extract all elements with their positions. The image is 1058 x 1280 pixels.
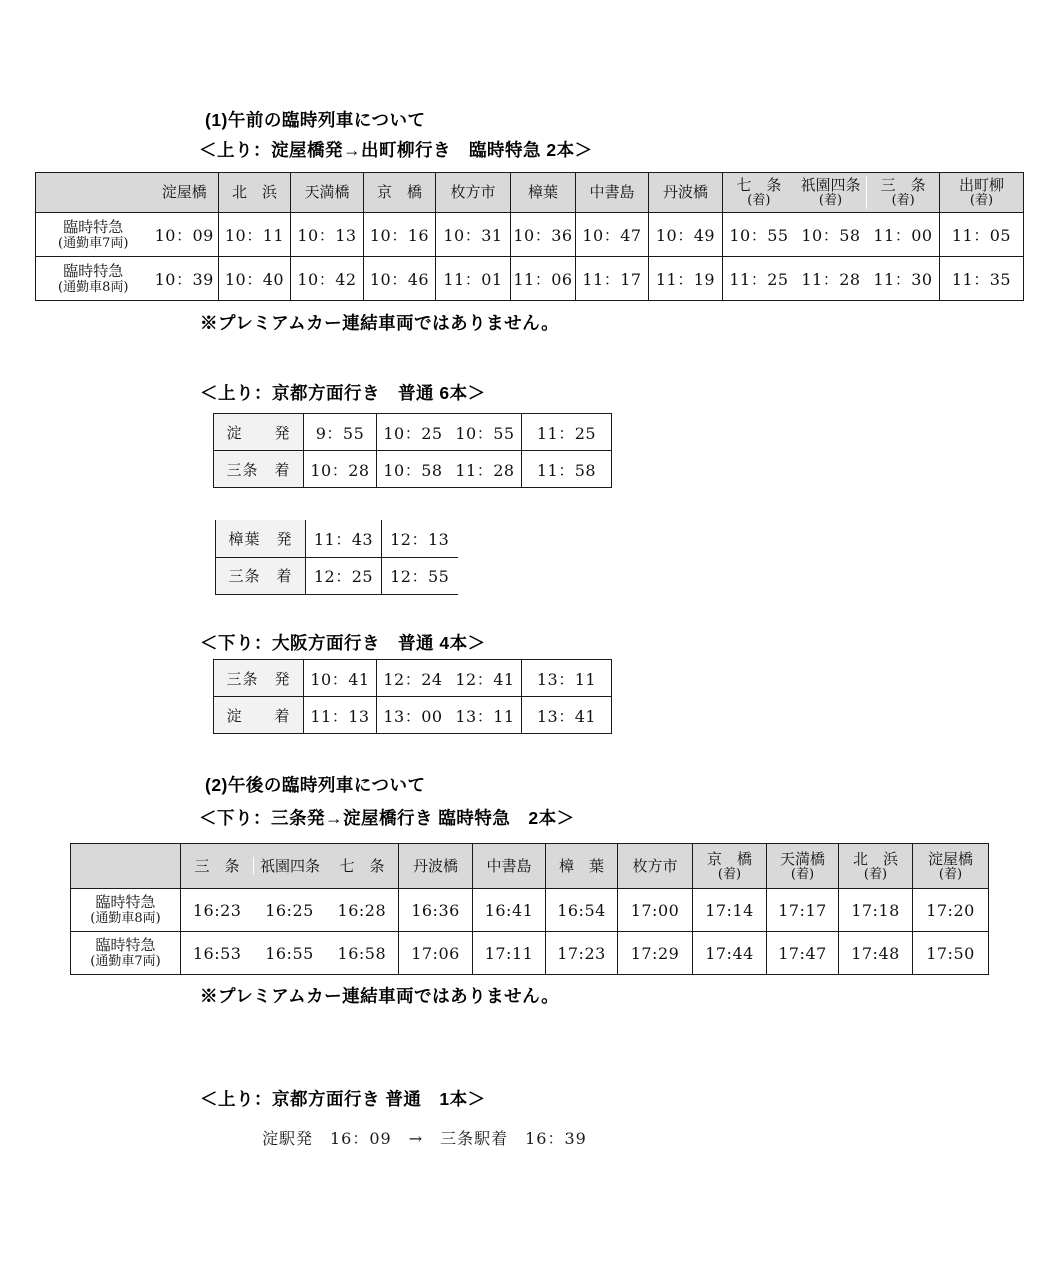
am-section-subtitle: ＜上り：淀屋橋発→出町柳行き 臨時特急 2本＞ <box>199 140 593 160</box>
station-label-cell: 三条 発 <box>214 660 304 697</box>
time-cell: 10：58 <box>383 460 443 480</box>
kyoto-local-1-detail: 淀駅発 16：09 → 三条駅着 16：39 <box>262 1129 587 1148</box>
kyoto-local-1-title: ＜上り：京都方面行き 普通 1本＞ <box>200 1089 486 1109</box>
afternoon-train-row-1 <box>71 889 989 932</box>
time-cell: 11：28 <box>801 270 861 289</box>
time-cell: 16:36 <box>399 889 473 932</box>
time-cell: 17:44 <box>693 932 767 975</box>
departure-stations-group-header <box>181 844 399 889</box>
time-cell: 13：41 <box>522 697 612 734</box>
premium-car-note: ※プレミアムカー連結車両ではありません。 <box>200 986 560 1006</box>
sanjo-departure-row <box>214 660 612 697</box>
arrival-mark: (着) <box>747 193 771 209</box>
time-cell: 11：06 <box>511 257 576 301</box>
train-type-cell: 臨時特急 (通勤車7両) <box>36 213 151 257</box>
yodo-local-table <box>213 413 612 488</box>
time-cell: 16:58 <box>337 943 387 963</box>
kuzuha-local-table <box>215 520 458 595</box>
morning-train-row-2 <box>36 257 1024 301</box>
corner-cell <box>71 844 181 889</box>
afternoon-limited-express-table <box>70 843 989 975</box>
station-header-cell: 三 条 <box>194 857 240 875</box>
time-cell: 11：00 <box>873 226 933 245</box>
corner-cell <box>36 173 151 213</box>
train-type-cell: 臨時特急 (通勤車8両) <box>36 257 151 301</box>
station-header-cell: 丹波橋 <box>649 173 723 213</box>
station-header-cell: 三 条 (着) <box>866 176 939 208</box>
arrival-mark: (着) <box>969 193 994 209</box>
am-section-title: (1)午前の臨時列車について <box>205 110 426 130</box>
time-cell: 10：16 <box>364 213 436 257</box>
arrival-mark: (着) <box>938 866 963 882</box>
time-cell: 16:41 <box>473 889 546 932</box>
time-cell: 17:48 <box>839 932 913 975</box>
time-cell: 10：55 <box>455 423 515 443</box>
time-cell: 17:11 <box>473 932 546 975</box>
time-cell: 17:29 <box>618 932 693 975</box>
time-cell: 11：05 <box>940 213 1024 257</box>
station-header-cell: 祇園四条 <box>253 857 326 875</box>
time-cell: 11：35 <box>940 257 1024 301</box>
time-cell: 17:23 <box>546 932 618 975</box>
station-header-cell: 樟葉 <box>511 173 576 213</box>
time-cell: 10：36 <box>511 213 576 257</box>
time-cell: 11：28 <box>455 460 515 480</box>
station-label-cell: 淀 着 <box>214 697 304 734</box>
station-header-cell: 淀屋橋 <box>151 173 219 213</box>
times-group-cell <box>377 451 522 488</box>
station-header-cell: 出町柳 (着) <box>940 173 1024 213</box>
time-cell: 11：30 <box>873 270 933 289</box>
time-cell: 17:14 <box>693 889 767 932</box>
time-cell: 13：00 <box>383 706 443 726</box>
times-group-cell <box>377 697 522 734</box>
time-cell: 10：39 <box>151 257 219 301</box>
arrival-times-group-cell <box>723 213 940 257</box>
time-cell: 16:53 <box>192 943 242 963</box>
afternoon-train-row-2 <box>71 932 989 975</box>
station-header-cell: 七 条 <box>339 857 385 875</box>
station-header-cell: 中書島 <box>473 844 546 889</box>
time-cell: 11：58 <box>522 451 612 488</box>
arrival-times-group-cell <box>723 257 940 301</box>
afternoon-header-row <box>71 844 989 889</box>
station-header-cell: 北 浜 <box>219 173 291 213</box>
time-cell: 10：46 <box>364 257 436 301</box>
times-group-cell <box>377 660 522 697</box>
kyoto-local-6-title: ＜上り：京都方面行き 普通 6本＞ <box>200 383 486 403</box>
time-cell: 9：55 <box>304 414 377 451</box>
time-cell: 10：47 <box>576 213 649 257</box>
kuzuha-departure-row <box>216 520 458 557</box>
time-cell: 10：11 <box>219 213 291 257</box>
time-cell: 11：13 <box>304 697 377 734</box>
time-cell: 10：49 <box>649 213 723 257</box>
time-cell: 12：24 <box>383 669 443 689</box>
sanjo-arrival-row <box>216 557 458 594</box>
time-cell: 17:47 <box>767 932 839 975</box>
departure-times-group-cell <box>181 932 399 975</box>
time-cell: 11：19 <box>649 257 723 301</box>
time-cell: 11：43 <box>306 520 382 557</box>
train-type-cell: 臨時特急 (通勤車7両) <box>71 932 181 975</box>
station-label-cell: 三条 着 <box>216 557 306 594</box>
departure-times-group-cell <box>181 889 399 932</box>
arrival-stations-group-header <box>723 173 940 213</box>
time-cell: 10：40 <box>219 257 291 301</box>
time-cell: 17:18 <box>839 889 913 932</box>
time-cell: 11：17 <box>576 257 649 301</box>
time-cell: 11：25 <box>729 270 789 289</box>
arrival-mark: (着) <box>863 866 888 882</box>
time-cell: 13：11 <box>522 660 612 697</box>
time-cell: 16:28 <box>337 900 387 920</box>
time-cell: 16:23 <box>192 900 242 920</box>
time-cell: 10：28 <box>304 451 377 488</box>
time-cell: 10：58 <box>801 226 861 245</box>
sanjo-local-table <box>213 659 612 734</box>
station-header-cell: 北 浜 (着) <box>839 844 913 889</box>
yodo-departure-row <box>214 414 612 451</box>
morning-limited-express-table <box>35 172 1024 301</box>
station-header-cell: 天満橋 (着) <box>767 844 839 889</box>
time-cell: 13：11 <box>455 706 515 726</box>
pm-section-subtitle: ＜下り：三条発→淀屋橋行き 臨時特急 2本＞ <box>199 808 575 828</box>
station-label-cell: 樟葉 発 <box>216 520 306 557</box>
sanjo-arrival-row <box>214 451 612 488</box>
time-cell: 16:54 <box>546 889 618 932</box>
times-group-cell <box>377 414 522 451</box>
arrival-mark: (着) <box>717 866 742 882</box>
time-cell: 12：55 <box>382 557 458 594</box>
time-cell: 10：55 <box>729 226 789 245</box>
osaka-local-4-title: ＜下り：大阪方面行き 普通 4本＞ <box>200 633 486 653</box>
time-cell: 12：13 <box>382 520 458 557</box>
time-cell: 11：25 <box>522 414 612 451</box>
time-cell: 10：42 <box>291 257 364 301</box>
time-cell: 17:00 <box>618 889 693 932</box>
station-header-cell: 枚方市 <box>436 173 511 213</box>
time-cell: 10：09 <box>151 213 219 257</box>
pm-section-title: (2)午後の臨時列車について <box>205 775 426 795</box>
time-cell: 17:50 <box>913 932 989 975</box>
time-cell: 10：25 <box>383 423 443 443</box>
station-header-cell: 樟 葉 <box>546 844 618 889</box>
time-cell: 12：25 <box>306 557 382 594</box>
premium-car-note: ※プレミアムカー連結車両ではありません。 <box>200 313 560 333</box>
arrival-mark: (着) <box>891 193 915 209</box>
morning-train-row-1 <box>36 213 1024 257</box>
station-header-cell: 枚方市 <box>618 844 693 889</box>
time-cell: 12：41 <box>455 669 515 689</box>
station-label-cell: 三条 着 <box>214 451 304 488</box>
time-cell: 11：01 <box>436 257 511 301</box>
train-type-cell: 臨時特急 (通勤車8両) <box>71 889 181 932</box>
station-header-cell: 京 橋 <box>364 173 436 213</box>
station-header-cell: 丹波橋 <box>399 844 473 889</box>
station-header-cell: 祇園四条 (着) <box>800 176 861 209</box>
time-cell: 17:20 <box>913 889 989 932</box>
time-cell: 10：31 <box>436 213 511 257</box>
station-header-cell: 中書島 <box>576 173 649 213</box>
arrival-mark: (着) <box>790 866 815 882</box>
morning-header-row <box>36 173 1024 213</box>
time-cell: 16:55 <box>265 943 314 963</box>
station-header-cell: 七 条 (着) <box>736 176 782 209</box>
time-cell: 17:17 <box>767 889 839 932</box>
station-header-cell: 天満橋 <box>291 173 364 213</box>
arrival-mark: (着) <box>818 193 843 209</box>
time-cell: 16:25 <box>265 900 314 920</box>
time-cell: 17:06 <box>399 932 473 975</box>
time-cell: 10：41 <box>304 660 377 697</box>
station-header-cell: 淀屋橋 (着) <box>913 844 989 889</box>
time-cell: 10：13 <box>291 213 364 257</box>
yodo-arrival-row <box>214 697 612 734</box>
station-label-cell: 淀 発 <box>214 414 304 451</box>
station-header-cell: 京 橋 (着) <box>693 844 767 889</box>
